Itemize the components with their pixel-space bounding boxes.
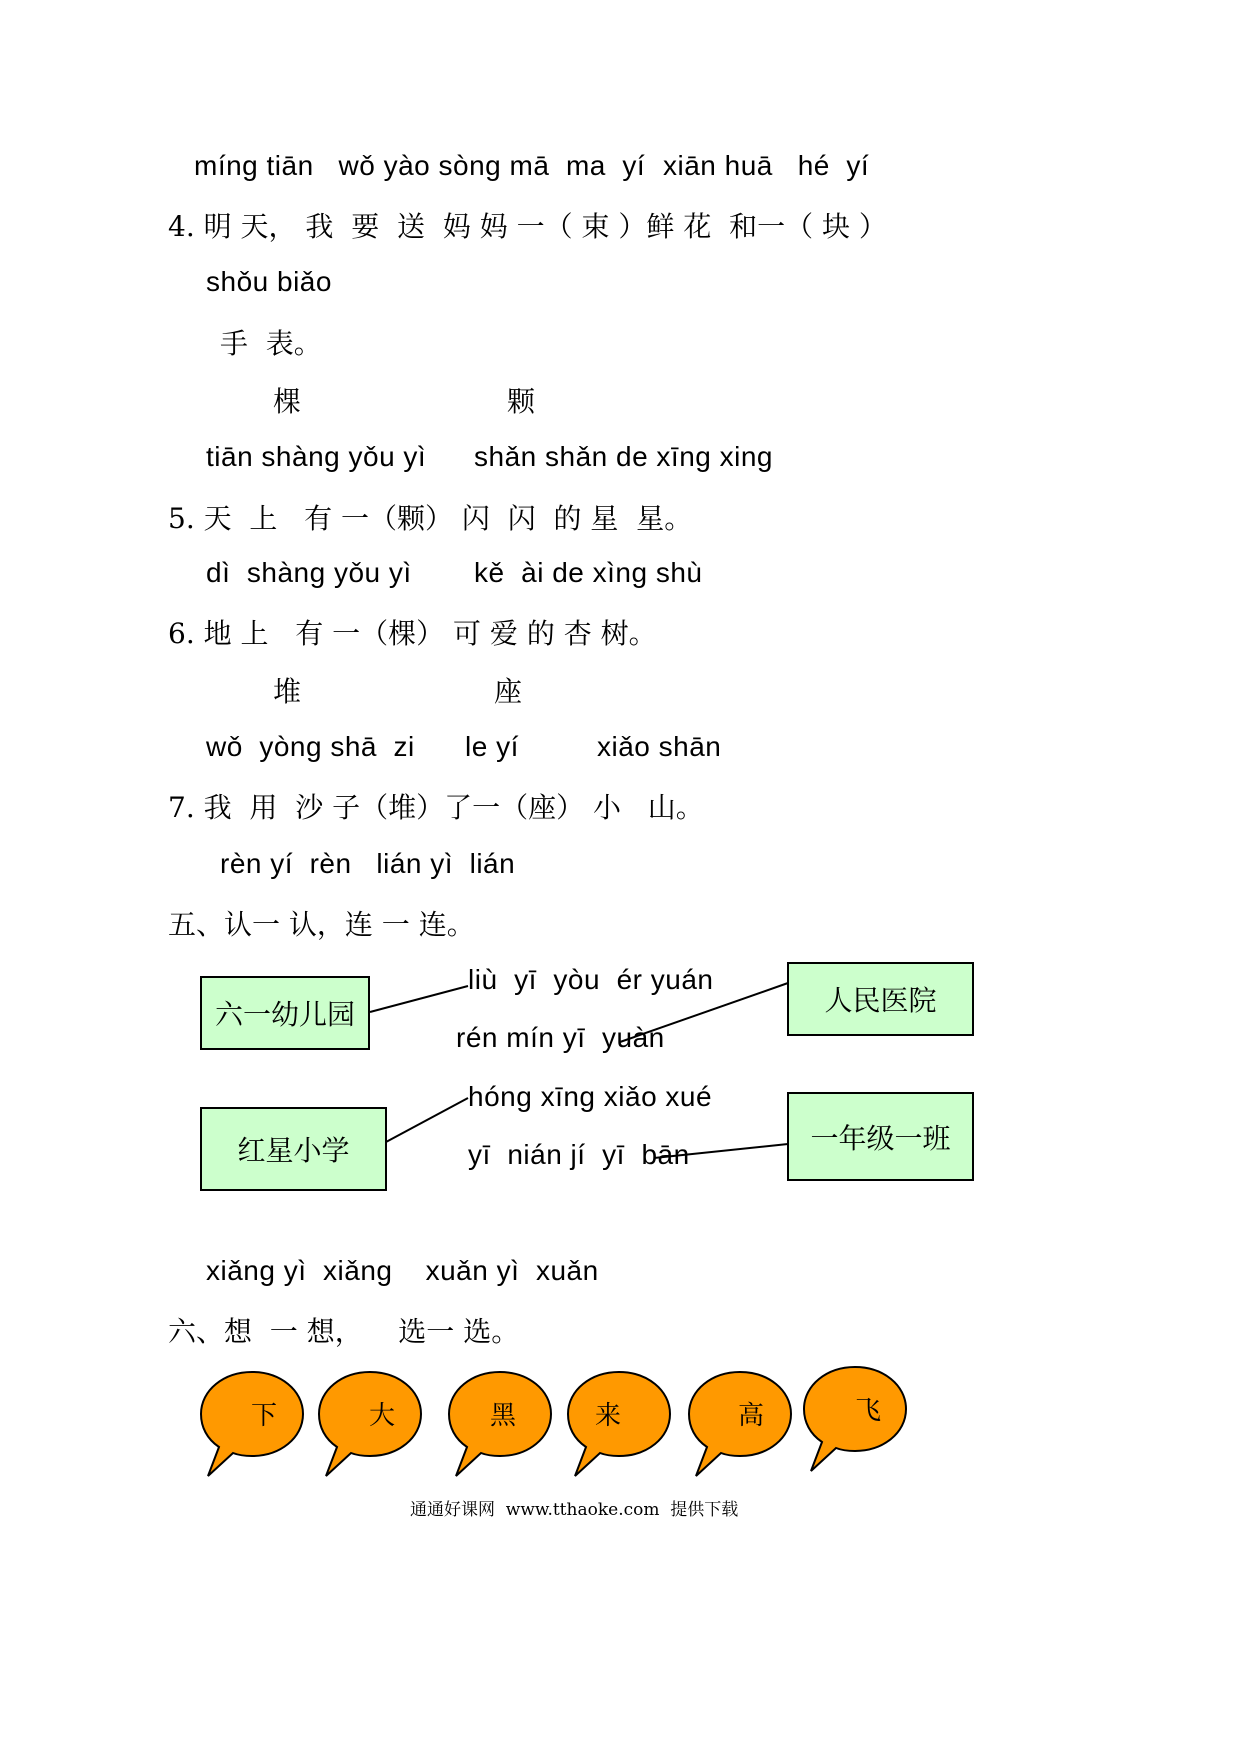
bubble-char: 来 (594, 1401, 622, 1431)
bubble-2[interactable] (313, 1368, 428, 1483)
line-3 (386, 1098, 468, 1142)
q7-pinyin-3: xiǎo shān (597, 731, 722, 762)
s5-pinyin-1: liù yī yòu ér yuán (468, 964, 714, 995)
s5-heading: 五、认一 认，连 一 连。 (168, 908, 475, 941)
s6-heading: 六、想 一 想， 选一 选。 (168, 1315, 520, 1348)
bubble-1[interactable] (195, 1368, 310, 1483)
q5-pinyin-1: tiān shàng yǒu yì (206, 441, 427, 472)
footer-text: 通通好课网 www.tthaoke.com 提供下载 (410, 1500, 739, 1520)
q5-pinyin-2: shǎn shǎn de xīng xing (474, 441, 773, 472)
bubble-5[interactable] (683, 1368, 798, 1483)
box-school[interactable]: 红星小学 (200, 1107, 387, 1191)
q4-pinyin-2: xiān huā hé yí (663, 150, 870, 181)
q6-pinyin-2: kě ài de xìng shù (474, 557, 703, 588)
q7-pinyin-2: le yí (465, 731, 519, 762)
q4-sentence: 4. 明 天， 我 要 送 妈 妈 一（ 束 ）鲜 花 和一（ 块 ） (168, 210, 887, 243)
bubble-4[interactable] (562, 1368, 677, 1483)
bubble-3[interactable] (443, 1368, 558, 1483)
s5-pinyin-4: yī nián jí yī bān (468, 1139, 690, 1170)
s5-pinyin: rèn yí rèn lián yì lián (220, 848, 516, 879)
q6-pinyin-1: dì shàng yǒu yì (206, 557, 412, 588)
q4-pinyin-1: míng tiān wǒ yào sòng mā ma yí (194, 150, 646, 181)
box-class[interactable]: 一年级一班 (787, 1092, 974, 1181)
q7-option-b: 座 (494, 675, 523, 708)
bubble-char: 下 (250, 1401, 278, 1431)
q7-option-a: 堆 (273, 675, 302, 708)
bubble-char: 黑 (489, 1401, 517, 1431)
box-kindergarten[interactable]: 六一幼儿园 (200, 976, 370, 1050)
q6-sentence: 6. 地 上 有 一（棵） 可 爱 的 杏 树。 (168, 617, 657, 650)
q4-pinyin-3: shǒu biǎo (206, 266, 332, 297)
s5-pinyin-2: rén mín yī yuàn (456, 1022, 665, 1053)
s6-pinyin: xiǎng yì xiǎng xuǎn yì xuǎn (206, 1255, 599, 1286)
bubble-char: 高 (737, 1401, 765, 1431)
bubble-char: 飞 (854, 1396, 882, 1426)
q4-sentence-end: 手 表。 (220, 327, 322, 360)
q7-pinyin-1: wǒ yòng shā zi (206, 731, 415, 762)
bubble-6[interactable] (798, 1363, 913, 1478)
q5-option-a: 棵 (273, 385, 302, 418)
s5-pinyin-3: hóng xīng xiǎo xué (468, 1081, 713, 1112)
line-1 (370, 986, 468, 1012)
bubble-char: 大 (368, 1401, 396, 1431)
q7-sentence: 7. 我 用 沙 子（堆）了一（座） 小 山。 (168, 791, 704, 824)
q5-option-b: 颗 (507, 385, 536, 418)
q5-sentence: 5. 天 上 有 一（颗） 闪 闪 的 星 星。 (168, 502, 693, 535)
box-hospital[interactable]: 人民医院 (787, 962, 974, 1036)
